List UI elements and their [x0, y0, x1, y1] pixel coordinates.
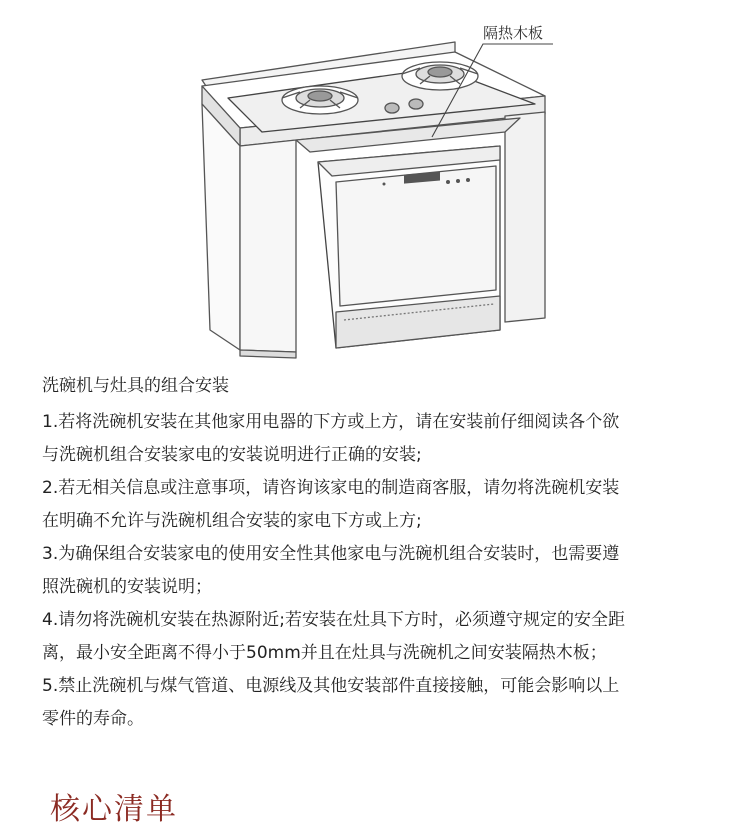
- section-heading: 洗碗机与灶具的组合安装: [42, 376, 229, 396]
- note-item-5-line-1: 5.禁止洗碗机与煤气管道、电源线及其他安装部件直接接触，可能会影响以上: [42, 676, 620, 696]
- note-item-2-line-2: 在明确不允许与洗碗机组合安装的家电下方或上方;: [42, 511, 422, 531]
- installation-notes: [42, 374, 722, 736]
- core-list-title: 核心清单: [50, 792, 178, 827]
- note-item-4-line-2: 离，最小安全距离不得小于50mm并且在灶具与洗碗机之间安装隔热木板；: [42, 643, 607, 663]
- note-item-2-line-1: 2.若无相关信息或注意事项，请咨询该家电的制造商客服，请勿将洗碗机安装: [42, 478, 620, 498]
- note-item-5: [42, 670, 722, 736]
- note-item-1: [42, 406, 722, 472]
- dishwasher-under-stove-illustration: [0, 0, 750, 370]
- note-item-5-line-2: 零件的寿命。: [42, 709, 144, 729]
- note-item-1-line-1: 1.若将洗碗机安装在其他家用电器的下方或上方，请在安装前仔细阅读各个欲: [42, 412, 620, 432]
- note-item-2: [42, 472, 722, 538]
- note-item-4: [42, 604, 722, 670]
- heat-insulation-board-callout: 隔热木板: [483, 24, 544, 42]
- note-item-1-line-2: 与洗碗机组合安装家电的安装说明进行正确的安装;: [42, 445, 422, 465]
- note-item-4-line-1: 4.请勿将洗碗机安装在热源附近;若安装在灶具下方时，必须遵守规定的安全距: [42, 610, 625, 630]
- note-item-3: [42, 538, 722, 604]
- note-item-3-line-1: 3.为确保组合安装家电的使用安全性其他家电与洗碗机组合安装时，也需要遵: [42, 544, 620, 564]
- note-item-3-line-2: 照洗碗机的安装说明；: [42, 577, 212, 597]
